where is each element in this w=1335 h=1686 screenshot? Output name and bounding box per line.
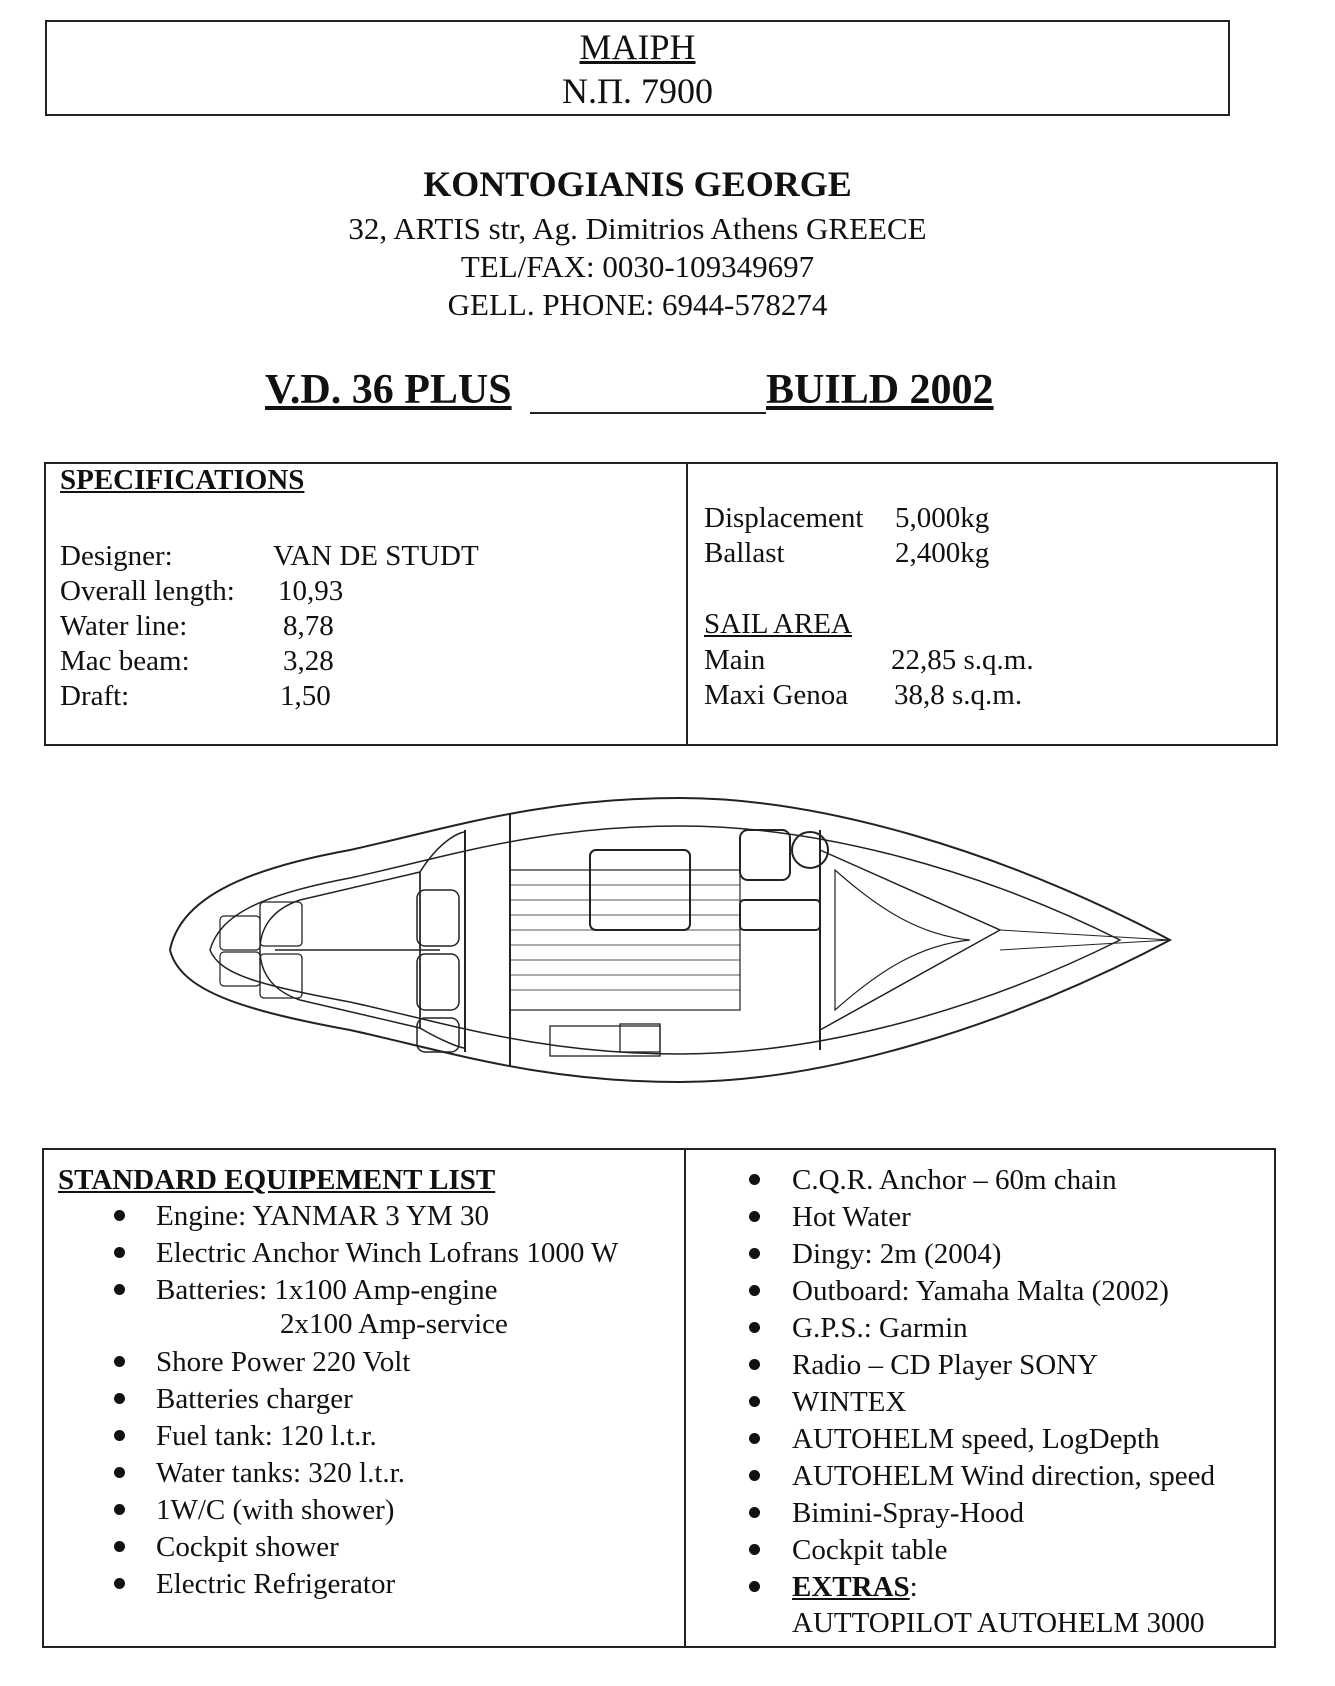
hull-outline <box>170 798 1170 1082</box>
equipment-item: Batteries: 1x100 Amp-engine <box>156 1274 498 1306</box>
extras-colon: : <box>909 1571 918 1603</box>
model-title: V.D. 36 PLUS <box>265 367 512 413</box>
owner-telfax: TEL/FAX: 0030-109349697 <box>460 249 815 284</box>
sail-value: 22,85 s.q.m. <box>891 644 1034 676</box>
build-year: BUILD 2002 <box>766 367 994 413</box>
extras-item: AUTTOPILOT AUTOHELM 3000 <box>792 1607 1205 1639</box>
weight-value: 5,000kg <box>895 502 990 534</box>
heads-sink <box>740 830 790 880</box>
fore-cabin <box>820 850 1000 1030</box>
bullet-icon <box>114 1467 125 1478</box>
equipment-item: Electric Refrigerator <box>156 1568 396 1600</box>
spec-label: Mac beam: <box>60 645 190 677</box>
fore-berth <box>835 870 970 1010</box>
equipment-item: Hot Water <box>792 1201 911 1233</box>
equipment-item: 1W/C (with shower) <box>156 1494 395 1526</box>
title-rule <box>530 412 766 414</box>
bullet-icon <box>114 1356 125 1367</box>
specifications-box <box>44 462 1278 746</box>
spec-value: VAN DE STUDT <box>273 540 479 572</box>
weight-row-displacement <box>704 502 1244 538</box>
bullet-icon <box>749 1359 760 1370</box>
spec-value: 3,28 <box>283 645 334 677</box>
owner-name: KONTOGIANIS GEORGE <box>423 164 852 204</box>
bullet-icon <box>114 1541 125 1552</box>
sail-area-heading: SAIL AREA <box>704 608 852 640</box>
equipment-item: Cockpit shower <box>156 1531 339 1563</box>
equipment-item: Batteries charger <box>156 1383 353 1415</box>
equipment-item: G.P.S.: Garmin <box>792 1312 968 1344</box>
weight-label: Ballast <box>704 537 785 569</box>
spec-row-draft <box>60 680 660 716</box>
galley-stove <box>620 1024 660 1052</box>
bullet-icon <box>749 1433 760 1444</box>
equipment-item: Dingy: 2m (2004) <box>792 1238 1002 1270</box>
bullet-icon <box>114 1504 125 1515</box>
equipment-item: Water tanks: 320 l.t.r. <box>156 1457 405 1489</box>
sail-label: Maxi Genoa <box>704 679 849 711</box>
sail-row-main <box>704 644 1244 680</box>
spec-value: 10,93 <box>278 575 344 607</box>
spec-value: 8,78 <box>283 610 334 642</box>
bullet-icon <box>749 1285 760 1296</box>
owner-block <box>0 158 1275 324</box>
spec-value: 1,50 <box>280 680 331 712</box>
equipment-item: Shore Power 220 Volt <box>156 1346 411 1378</box>
equipment-item: Bimini-Spray-Hood <box>792 1497 1024 1529</box>
spec-label: Designer: <box>60 540 173 572</box>
registration-number: Ν.Π. 7900 <box>562 71 713 111</box>
equipment-item: Engine: YANMAR 3 YM 30 <box>156 1200 489 1232</box>
spec-label: Draft: <box>60 680 130 712</box>
bullet-icon <box>749 1544 760 1555</box>
bullet-icon <box>749 1211 760 1222</box>
sail-row-genoa <box>704 679 1244 715</box>
equipment-heading: STANDARD EQUIPEMENT LIST <box>58 1164 496 1196</box>
bullet-icon <box>749 1396 760 1407</box>
equipment-item: Cockpit table <box>792 1534 948 1566</box>
owner-address: 32, ARTIS str, Ag. Dimitrios Athens GREECE <box>348 211 927 246</box>
sail-value: 38,8 s.q.m. <box>894 679 1023 711</box>
equipment-item: C.Q.R. Anchor – 60m chain <box>792 1164 1117 1196</box>
chart-table <box>740 900 820 930</box>
specifications-heading: SPECIFICATIONS <box>60 464 305 496</box>
equipment-item: AUTOHELM speed, LogDepth <box>792 1423 1160 1455</box>
header-box <box>45 20 1230 116</box>
bullet-icon <box>114 1284 125 1295</box>
spec-row-water-line <box>60 610 660 646</box>
equipment-item: Outboard: Yamaha Malta (2002) <box>792 1275 1169 1307</box>
equipment-divider <box>684 1150 686 1646</box>
spec-row-overall-length <box>60 575 660 611</box>
spec-divider <box>686 464 688 744</box>
bullet-icon <box>114 1578 125 1589</box>
sail-label: Main <box>704 644 766 676</box>
equipment-item-continuation: 2x100 Amp-service <box>280 1308 508 1340</box>
equipment-item: AUTOHELM Wind direction, speed <box>792 1460 1216 1492</box>
bullet-icon <box>114 1430 125 1441</box>
cockpit-seat-upper-2 <box>220 916 260 950</box>
equipment-box <box>42 1148 1276 1648</box>
extras-heading <box>792 1569 918 1605</box>
boat-name: ΜΑΙΡΗ <box>579 27 696 67</box>
extras-label: EXTRAS <box>792 1571 910 1603</box>
bullet-icon <box>749 1470 760 1481</box>
bullet-icon <box>749 1174 760 1185</box>
equipment-item: Fuel tank: 120 l.t.r. <box>156 1420 377 1452</box>
bullet-icon <box>114 1247 125 1258</box>
weight-row-ballast <box>704 537 1244 573</box>
bullet-icon <box>749 1322 760 1333</box>
bullet-icon <box>114 1393 125 1404</box>
saloon-table <box>590 850 690 930</box>
owner-cellphone: GELL. PHONE: 6944-578274 <box>447 287 828 322</box>
bullet-icon <box>114 1210 125 1221</box>
spec-row-designer <box>60 540 660 576</box>
spec-row-mac-beam <box>60 645 660 681</box>
spec-label: Overall length: <box>60 575 235 607</box>
equipment-item: Radio – CD Player SONY <box>792 1349 1099 1381</box>
bullet-icon <box>749 1581 760 1592</box>
aft-berth-2 <box>417 954 459 1010</box>
spec-label: Water line: <box>60 610 188 642</box>
equipment-item: Electric Anchor Winch Lofrans 1000 W <box>156 1237 619 1269</box>
saloon-sole <box>510 870 740 1010</box>
weight-label: Displacement <box>704 502 864 534</box>
yacht-layout-plan <box>120 790 1180 1090</box>
bullet-icon <box>749 1507 760 1518</box>
bullet-icon <box>749 1248 760 1259</box>
weight-value: 2,400kg <box>895 537 990 569</box>
equipment-item: WINTEX <box>792 1386 907 1418</box>
aft-berth-1 <box>417 890 459 946</box>
